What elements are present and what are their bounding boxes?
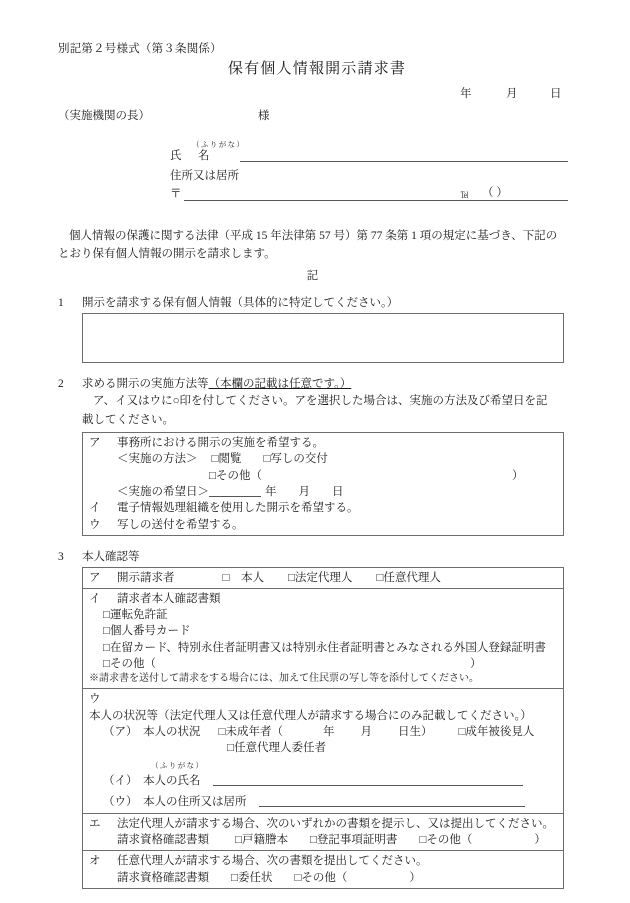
section-2-title-optional-note: （本欄の記載は任意です。） [208,377,352,390]
postal-mark-icon: 〒 [170,188,182,200]
furigana-label: （ふりがな） [192,139,246,149]
row-e-marker: エ [89,817,101,830]
voluntary-agent-other-close-paren: ） [409,871,421,884]
section-1-heading [58,298,568,310]
section-3 [58,552,568,889]
section-3-number: 3 [58,551,64,563]
option-u-marker: ウ [89,518,101,531]
doc-other-close-paren: ） [469,658,482,671]
voluntary-agent-checkbox-other[interactable]: □その他（ [294,871,348,884]
section-3-title: 本人確認等 [82,551,140,563]
row-u-sub-a-line [89,724,559,740]
sub-a-label: 本人の状況 [143,726,201,739]
row-u-sub-a-line-2 [89,740,559,756]
identity-row-voluntary-agent [83,850,563,888]
option-a-date-line [89,484,559,500]
section-2-instruction-line-1: ア、イ又はウに○印を付してください。アを選択した場合は、実施の方法及び希望日を記 [93,395,548,408]
desired-date-label: ＜実施の希望日＞ [117,486,209,499]
section-1 [58,298,568,363]
option-i-text: 電子情報処理組織を使用した開示を希望する。 [117,502,359,515]
document-title: 保有個人情報開示請求書 [227,60,407,77]
legal-agent-checkbox-registry-certificate[interactable]: □登記事項証明書 [309,834,398,847]
sub-i-furigana: （ふりがな） [151,760,205,770]
desired-date-month: 月 [298,486,310,499]
row-e-docs-line [89,832,559,848]
row-e-heading [89,816,559,832]
addressee-honorific: 様 [258,110,270,122]
identity-row-legal-agent [83,813,563,851]
doc-checkbox-other-line [89,656,559,672]
applicant-address-input[interactable] [184,187,568,201]
section-3-box [82,567,564,890]
principal-name-input[interactable] [213,773,523,786]
option-a-line [89,435,559,451]
addressee-label: （実施機関の長） [58,110,150,122]
section-2-instruction-line-2: 載してください。 [82,413,174,426]
method-label: ＜実施の方法＞ [117,453,198,466]
sub-i-marker: （イ） [103,775,138,788]
row-u-sub-i-line [89,773,559,789]
row-i-label: 請求者本人確認書類 [117,592,221,605]
sub-i-label: 本人の氏名 [143,775,201,788]
section-2 [58,379,568,536]
desired-date-input[interactable] [209,484,261,497]
row-o-heading [89,853,559,869]
addressee-line [58,111,568,123]
status-checkbox-voluntary-delegator[interactable]: □任意代理人委任者 [227,742,326,755]
section-2-title-plain: 求める開示の実施方法等 [82,377,209,390]
row-o-label: 任意代理人が請求する場合、次の書類を提出してください。 [117,855,428,868]
row-i-heading [89,591,559,607]
option-a-text: 事務所における開示の実施を希望する。 [117,437,324,450]
desired-date-year: 年 [265,486,277,499]
form-code: 別記第２号様式（第３条関係） [58,43,222,55]
name-label-given: 名 [198,149,210,162]
section-2-heading [58,379,568,391]
option-i-line[interactable] [89,500,559,516]
method-checkbox-other[interactable]: □その他（ [209,469,262,482]
option-a[interactable] [83,433,563,535]
voluntary-agent-checkbox-power-of-attorney[interactable]: □委任状 [231,871,273,884]
legal-agent-checkbox-family-register[interactable]: □戸籍謄本 [235,834,288,847]
option-a-marker: ア [89,437,101,450]
row-u-marker: ウ [89,693,101,706]
legal-agent-checkbox-other[interactable]: □その他（ [419,834,473,847]
section-2-title [82,379,351,391]
minor-birth-month: 月 [360,726,372,739]
form-sheet [58,44,568,889]
telephone-input[interactable]: （ ） [482,187,508,199]
date-month-label: 月 [506,87,518,100]
applicant-address-row [170,187,568,201]
address-label: 住所又は居所 [170,170,239,182]
date-year-label: 年 [460,87,472,100]
doc-checkbox-other[interactable]: □その他（ [103,658,156,671]
row-e-label: 法定代理人が請求する場合、次のいずれかの書類を提示し、又は提出してください。 [117,817,554,830]
row-o-marker: オ [89,855,101,868]
status-checkbox-minor[interactable]: □未成年者（ [218,726,283,739]
sub-a-marker: （ア） [103,726,138,739]
row-u-sub-u-line [89,794,559,810]
status-checkbox-adult-ward[interactable]: □成年被後見人 [458,726,535,739]
option-u-text: 写しの送付を希望する。 [117,518,244,531]
minor-birth-year: 年 [322,726,335,739]
method-checkbox-copy[interactable]: □写しの交付 [263,453,328,466]
identity-row-status [83,688,563,812]
method-checkbox-browse[interactable]: □閲覧 [211,453,242,466]
legal-line-2: とおり保有個人情報の開示を請求します。 [58,248,276,261]
telephone-label: Tel [460,189,468,200]
date-day-label: 日 [550,87,562,100]
section-3-heading [58,552,568,564]
option-a-method-other-line [89,468,559,484]
section-1-input-box[interactable] [82,313,564,363]
row-o-docs-line [89,870,559,886]
row-a-marker: ア [89,571,101,584]
applicant-block [58,141,568,201]
row-i-footnote: ※請求書を送付して請求をする場合には、加えて住民票の写し等を添付してください。 [89,673,479,685]
applicant-name-input[interactable] [240,149,568,162]
section-1-title: 開示を請求する保有個人情報（具体的に特定してください。） [82,297,399,310]
applicant-name-row [170,149,568,162]
doc-checkbox-drivers-license[interactable]: □運転免許証 [103,609,168,622]
doc-checkbox-residence-card[interactable]: □在留カード、特別永住者証明書又は特別永住者証明書とみなされる外国人登録証明書 [103,641,546,654]
legal-agent-other-close-paren: ） [534,834,546,847]
name-label-surname: 氏 [170,149,182,162]
row-o-docs-label: 請求資格確認書類 [117,871,209,884]
doc-checkbox-my-number-card[interactable]: □個人番号カード [103,625,191,638]
method-other-close-paren: ） [511,469,524,482]
desired-date-day: 日 [332,486,344,499]
ki-marker: 記 [306,269,320,282]
minor-birth-day: 日生） [397,726,433,739]
section-2-instruction [58,392,568,429]
requester-checkbox-self[interactable]: □ 本人 [222,571,264,584]
identity-row-documents [83,588,563,689]
legal-line-1: 個人情報の保護に関する法律（平成 15 年法律第 57 号）第 77 条第 1 項の規定に基づき、下記の [69,229,558,242]
row-i-marker: イ [89,592,101,605]
legal-basis-paragraph [58,227,568,264]
sub-i-furigana-row [89,757,559,773]
row-u-label: 本人の状況等（法定代理人又は任意代理人が請求する場合にのみ記載してください。） [89,709,532,722]
option-u-line[interactable] [89,517,559,533]
row-u-heading [89,691,559,724]
identity-row-requester [83,568,563,588]
section-2-options-box [82,432,564,536]
option-i-marker: イ [89,502,101,515]
section-1-number: 1 [58,297,64,310]
row-a-label: 開示請求者 [117,571,175,584]
sub-u-marker: （ウ） [103,796,138,809]
principal-address-input[interactable] [259,794,525,807]
sub-u-label: 本人の住所又は居所 [143,796,247,809]
requester-checkbox-legal-agent[interactable]: □法定代理人 [287,571,353,584]
option-a-method-line [89,451,559,467]
date-line [58,89,568,101]
requester-checkbox-voluntary-agent[interactable]: □任意代理人 [376,571,441,584]
row-e-docs-label: 請求資格確認書類 [117,834,209,847]
section-2-number: 2 [58,377,64,390]
